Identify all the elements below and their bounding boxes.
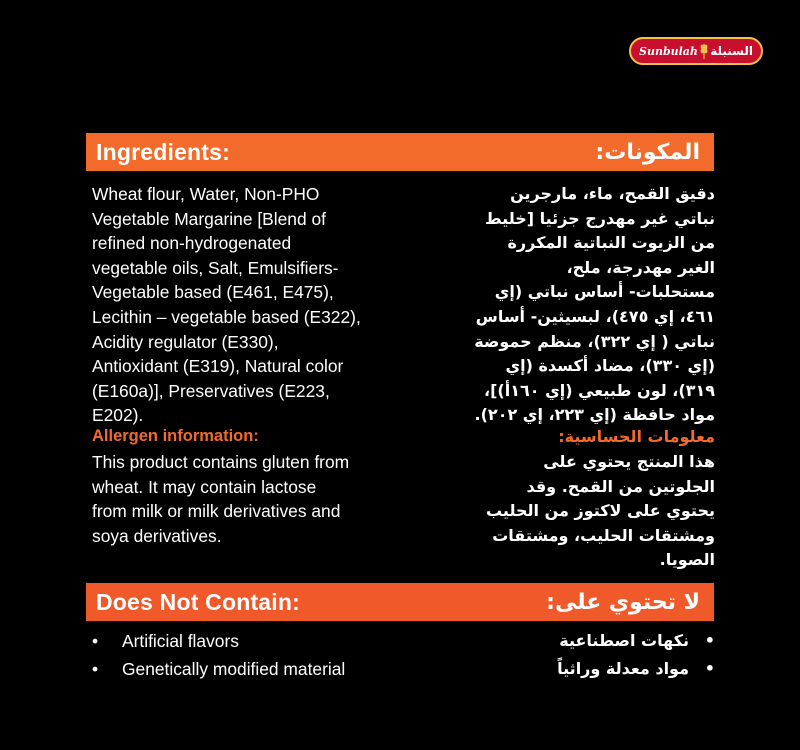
text-line: الصويا.: [659, 550, 715, 570]
list-item: [92, 655, 345, 683]
allergen-title-ar: معلومات الحساسية:: [558, 427, 715, 446]
ingredients-text-en: [92, 182, 422, 428]
ingredients-text-ar: [435, 182, 715, 428]
list-item: [557, 627, 715, 655]
text-line: هذا المنتج يحتوي على: [543, 452, 715, 471]
list-item: [92, 627, 345, 655]
ingredients-header: [86, 133, 714, 171]
text-line: مستحلبات- أساس نباتي (إي: [494, 282, 715, 302]
list-item-label: Genetically modified material: [122, 659, 346, 679]
allergen-title-en: Allergen information:: [92, 427, 259, 445]
does-not-contain-list-ar: [557, 627, 715, 683]
text-line: This product contains gluten from: [92, 452, 350, 472]
text-line: نباتي ( إي ٣٢٢)، منظم حموضة: [474, 331, 715, 351]
text-line: (إي ٣٣٠)، مضاد أكسدة (إي: [505, 356, 715, 376]
list-item-label: Artificial flavors: [122, 631, 239, 651]
list-item-label: نكهات اصطناعية: [559, 631, 689, 650]
does-not-contain-title-ar: لا تحتوي على:: [546, 589, 700, 615]
text-line: refined non-hydrogenated: [92, 233, 292, 254]
bullet-icon: •: [92, 659, 99, 679]
text-line: مواد حافظة (إي ٢٢٣، إي ٢٠٢).: [474, 405, 715, 425]
text-line: الجلوتين من القمح. وقد: [526, 476, 715, 496]
text-line: Vegetable based (E461, E475),: [92, 282, 334, 303]
does-not-contain-title-en: Does Not Contain:: [96, 588, 300, 615]
text-line: soya derivatives.: [92, 525, 222, 546]
ingredients-title-ar: المكونات:: [595, 139, 700, 165]
text-line: Lecithin – vegetable based (E322),: [92, 306, 361, 327]
bullet-icon: •: [92, 631, 99, 651]
does-not-contain-header: [86, 583, 714, 621]
list-item: [557, 655, 715, 683]
text-line: دقيق القمح، ماء، مارجرين: [510, 184, 715, 203]
text-line: wheat. It may contain lactose: [92, 476, 317, 497]
text-line: ومشتقات الحليب، ومشتقات: [492, 525, 715, 545]
ingredients-title-en: Ingredients:: [96, 138, 231, 165]
text-line: (E160a)], Preservatives (E223,: [92, 380, 330, 401]
text-line: Vegetable Margarine [Blend of: [92, 208, 326, 229]
logo-latin-text: Sunbulah: [639, 44, 698, 58]
wheat-icon: [699, 42, 709, 60]
text-line: Acidity regulator (E330),: [92, 331, 279, 352]
logo-arabic-text: السنبلة: [710, 44, 753, 58]
bullet-icon: •: [704, 659, 715, 678]
sunbulah-logo: [629, 37, 763, 65]
text-line: vegetable oils, Salt, Emulsifiers-: [92, 257, 339, 278]
text-line: الغير مهدرجة، ملح،: [566, 257, 715, 277]
allergen-text-ar: [435, 450, 715, 573]
bullet-icon: •: [704, 631, 715, 650]
text-line: Antioxidant (E319), Natural color: [92, 356, 344, 377]
text-line: from milk or milk derivatives and: [92, 501, 341, 522]
text-line: ٣١٩)، لون طبيعي (إي ١٦٠أ)]،: [484, 380, 715, 400]
does-not-contain-list-en: [92, 627, 345, 683]
text-line: ٤٦١، إي ٤٧٥)، لبسيثين- أساس: [475, 306, 715, 326]
text-line: يحتوي على لاكتوز من الحليب: [485, 501, 715, 521]
text-line: من الزيوت النباتية المكررة: [507, 233, 715, 253]
text-line: E202).: [92, 405, 144, 426]
text-line: Wheat flour, Water, Non-PHO: [92, 184, 320, 204]
list-item-label: مواد معدلة وراثياً: [557, 659, 689, 678]
text-line: نباتي غير مهدرج جزئيا [خليط: [485, 208, 715, 228]
allergen-text-en: [92, 450, 422, 548]
